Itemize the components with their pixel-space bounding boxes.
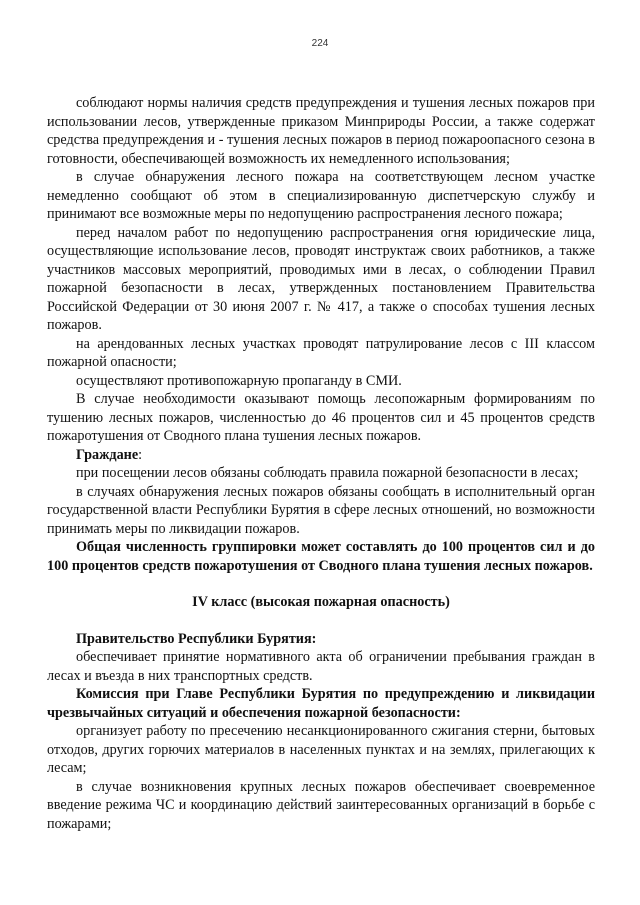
spacer	[47, 612, 595, 630]
paragraph-8: в случаях обнаружения лесных пожаров обязаны сообщать в исполнительный орган государственной власти Республики Бурятия в сфере лесных отношений, но возможности принимать меры по ликвидации пожаров.	[47, 483, 595, 537]
paragraph-12: в случае возникновения крупных лесных пожаров обеспечивает своевременное введение режима ЧС и координацию действий заинтересованных организаций в борьбе с пожарами;	[47, 778, 595, 832]
citizens-colon: :	[138, 446, 143, 463]
paragraph-7: при посещении лесов обязаны соблюдать правила пожарной безопасности в лесах;	[76, 465, 579, 481]
spacer	[47, 575, 595, 593]
paragraph-2: в случае обнаружения лесного пожара на соответствующем лесном участке немедленно сообщают об этом в специализированную диспетчерскую службу и принимают все возможные меры по недопущению распространения лесного пожара;	[47, 169, 595, 222]
paragraph-1: соблюдают нормы наличия средств предупреждения и тушения лесных пожаров при использовании лесов, утвержденные приказом Минприроды России, а также содержат средства предупреждения и - тушения лесных пожаров в период пожароопасного сезона в готовности, обеспечивающей возможность их немедленного использования;	[47, 95, 595, 167]
paragraph-6: В случае необходимости оказывают помощь лесопожарным формированиям по тушению лесных пожаров, численностью до 46 процентов сил и 45 процентов средств пожаротушения от Сводного плана тушения лесных пожаров.	[47, 391, 595, 444]
page-number: 224	[311, 38, 329, 49]
commission-heading: Комиссия при Главе Республики Бурятия по предупреждению и ликвидации чрезвычайных ситуаций и обеспечения пожарной безопасности:	[47, 686, 595, 721]
government-heading: Правительство Республики Бурятия:	[76, 630, 317, 647]
section-heading: IV класс (высокая пожарная опасность)	[192, 594, 450, 610]
paragraph-3: перед началом работ по недопущению распространения огня юридические лица, осуществляющие использование лесов, проводят инструктаж своих работников, а также участников массовых мероприятий, проводимых ими в лесах, о соблюдении Правил пожарной безопасности в лесах, утвержденных постановлением Правительства Российской Федерации от 30 июня 2007 г. № 417, а также о способах тушения лесных пожаров.	[47, 224, 595, 333]
paragraph-4: на арендованных лесных участках проводят патрулирование лесов с III классом пожарной опасности;	[47, 335, 595, 370]
paragraph-11: организует работу по пресечению несанкционированного сжигания стерни, бытовых отходов, других горючих материалов в населенных пунктах и на землях, прилегающих к лесам;	[47, 723, 595, 776]
citizens-heading	[47, 446, 595, 465]
summary-paragraph: Общая численность группировки может составлять до 100 процентов сил и до 100 процентов средств пожаротушения от Сводного плана тушения лесных пожаров.	[47, 539, 595, 574]
page-content	[47, 94, 595, 833]
citizens-label: Граждане	[76, 446, 139, 463]
paragraph-5: осуществляют противопожарную пропаганду в СМИ.	[76, 372, 402, 389]
paragraph-10: обеспечивает принятие нормативного акта об ограничении пребывания граждан в лесах и въезда в них транспортных средств.	[47, 649, 595, 684]
